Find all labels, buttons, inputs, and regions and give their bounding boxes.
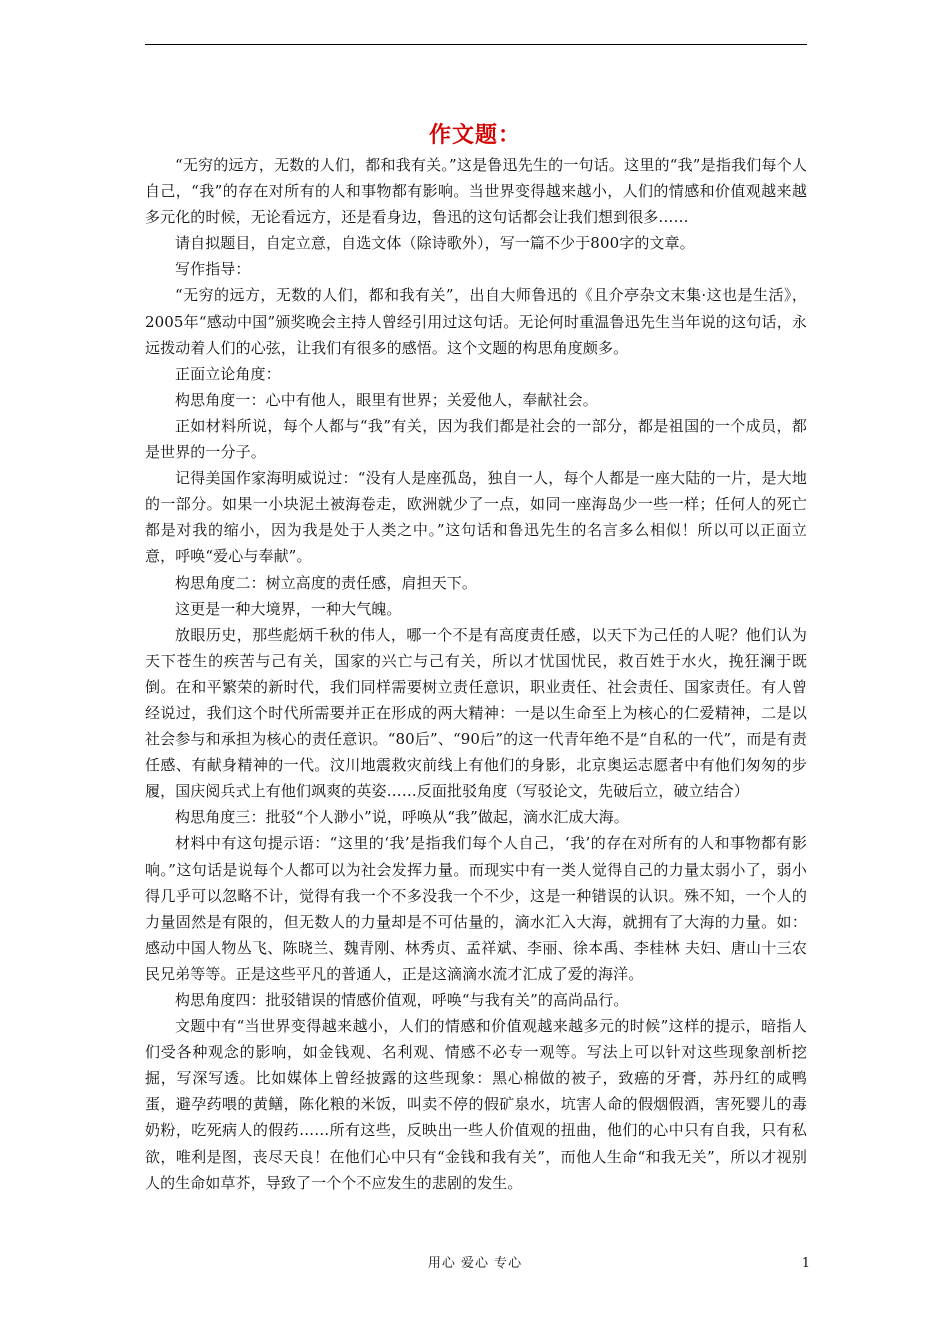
- paragraph-angle-two-lead: 这更是一种大境界，一种大气魄。: [175, 599, 402, 618]
- paragraph-angle-three-body: 材料中有这句提示语：“这里的‘我’是指我们每个人自己，‘我’的存在对所有的人和事物都有影响。”这句话是说每个人都可以为社会发挥力量。而现实中有一类人觉得自己的力量太弱小了，弱小得几乎可以忽略不计，觉得有我一个不多没我一个不少，这是一种错误的认识。殊不知，一个人的力量固然是有限的，但无数人的力量却是不可估量的，滴水汇入大海，就拥有了大海的力量。如：感动中国人物丛飞、陈晓兰、魏青刚、林秀贞、孟祥斌、李丽、徐本禹、李桂林 夫妇、唐山十三农民兄弟等等。正是这些平凡的普通人，正是这滴滴水流才汇成了爱的海洋。: [145, 834, 807, 983]
- paragraph-angle-one: 构思角度一：心中有他人，眼里有世界；关爱他人，奉献社会。: [175, 390, 598, 409]
- footer-motto: 用心 爱心 专心: [427, 1256, 523, 1271]
- paragraph-angle-four-body: 文题中有“当世界变得越来越小，人们的情感和价值观越来越多元的时候”这样的提示，暗指人们受各种观念的影响，如金钱观、名利观、情感不必专一观等。写法上可以针对这些现象剖析挖掘，写深写透。比如媒体上曾经披露的这些现象：黑心棉做的被子，致癌的牙膏，苏丹红的咸鸭蛋，避孕药喂的黄鳝，陈化粮的米饭，叫卖不停的假矿泉水，坑害人命的假烟假酒，害死婴儿的毒奶粉，吃死病人的假药……所有这些，反映出一些人价值观的扭曲，他们的心中只有自我，只有私欲，唯利是图，丧尽天良！在他们心中只有“金钱和我有关”，而他人生命“和我无关”，所以才视别人的生命如草芥，导致了一个个不应发生的悲剧的发生。: [145, 1017, 807, 1192]
- page-number: 1: [801, 1256, 810, 1271]
- document-body: [145, 152, 807, 1196]
- header-rule: [145, 44, 807, 45]
- paragraph-positive-angle-heading: 正面立论角度：: [175, 364, 281, 383]
- paragraph-angle-two-body: 放眼历史，那些彪炳千秋的伟人，哪一个不是有高度责任感，以天下为己任的人呢？他们认为天下苍生的疾苦与己有关，国家的兴亡与己有关，所以才忧国忧民，救百姓于水火，挽狂澜于既倒。在和平繁荣的新时代，我们同样需要树立责任意识，职业责任、社会责任、国家责任。有人曾经说过，我们这个时代所需要并正在形成的两大精神：一是以生命至上为核心的仁爱精神，二是以社会参与和承担为核心的责任意识。“80后”、“90后”的这一代青年绝不是“自私的一代”，而是有责任感、有献身精神的一代。汶川地震救灾前线上有他们的身影，北京奥运志愿者中有他们匆匆的步履，国庆阅兵式上有他们飒爽的英姿……反面批驳角度（写驳论文，先破后立，破立结合）: [145, 625, 807, 801]
- paragraph-intro-quote: “无穷的远方，无数的人们，都和我有关。”这是鲁迅先生的一句话。这里的“我”是指我们每个人自己，“我”的存在对所有的人和事物都有影响。当世界变得越来越小，人们的情感和价值观越来越多元化的时候，无论看远方，还是看身边，鲁迅的这句话都会让我们想到很多……: [145, 156, 807, 227]
- paragraph-angle-three: 构思角度三：批驳“个人渺小”说，呼唤从“我”做起，滴水汇成大海。: [175, 808, 629, 827]
- paragraph-angle-two: 构思角度二：树立高度的责任感，肩担天下。: [175, 573, 478, 592]
- paragraph-angle-four: 构思角度四：批驳错误的情感价值观，呼唤“与我有关”的高尚品行。: [175, 991, 629, 1009]
- paragraph-angle-one-body: 正如材料所说，每个人都与“我”有关，因为我们都是社会的一部分，都是祖国的一个成员，都是世界的一分子。: [145, 416, 807, 462]
- paragraph-writing-requirement: 请自拟题目，自定立意，自选文体（除诗歌外），写一篇不少于800字的文章。: [175, 234, 695, 253]
- paragraph-hemingway-quote: 记得美国作家海明威说过：“没有人是座孤岛，独自一人，每个人都是一座大陆的一片，是大地的一部分。如果一小块泥土被海卷走，欧洲就少了一点，如同一座海岛少一些一样；任何人的死亡都是对我的缩小，因为我是处于人类之中。”这句话和鲁迅先生的名言多么相似！所以可以正面立意，呼唤“爱心与奉献”。: [145, 469, 807, 566]
- paragraph-guidance-source: “无穷的远方，无数的人们，都和我有关”，出自大师鲁迅的《且介亭杂文末集·这也是生活》，2005年“感动中国”颁奖晚会主持人曾经引用过这句话。无论何时重温鲁迅先生当年说的这句话，永远拨动着人们的心弦，让我们有很多的感悟。这个文题的构思角度颇多。: [145, 286, 807, 357]
- paragraph-guidance-heading: 写作指导：: [175, 260, 251, 279]
- page-title: 作文题：: [428, 122, 521, 148]
